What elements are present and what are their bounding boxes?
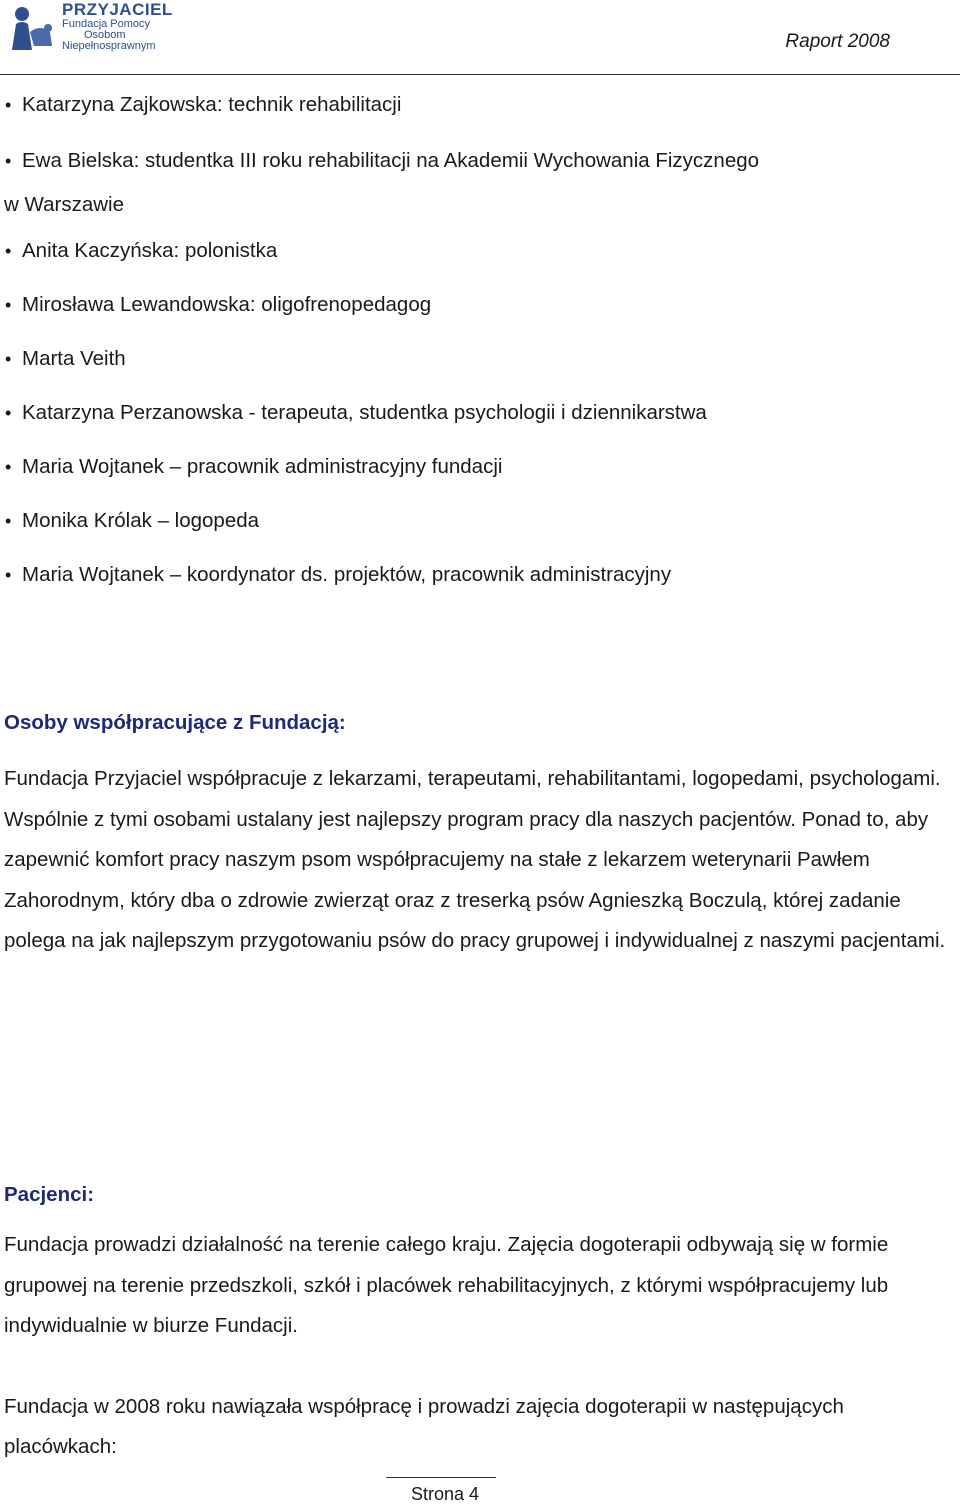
patients-paragraph: Fundacja prowadzi działalność na terenie całego kraju. Zajęcia dogoterapii odbywają się w formie grupowej na terenie przedszkoli, szkół i placówek rehabilitacyjnych, z którymi współpracujemy lub indywidualnie w biurze Fundacji. bbox=[4, 1233, 889, 1337]
list-item-text: Monika Królak – logopeda bbox=[22, 509, 260, 532]
patients-section bbox=[4, 1180, 956, 1468]
list-item-text: Katarzyna Zajkowska: technik rehabilitacji bbox=[22, 93, 402, 116]
list-item-text: Ewa Bielska: studentka III roku rehabilitacji na Akademii Wychowania Fizycznego bbox=[22, 149, 760, 172]
bullet-icon: • bbox=[5, 457, 12, 477]
bullet-icon: • bbox=[5, 241, 12, 261]
list-item-text: Maria Wojtanek – pracownik administracyjny fundacji bbox=[22, 455, 503, 478]
bullet-icon: • bbox=[5, 295, 12, 315]
list-item-text: Anita Kaczyńska: polonistka bbox=[22, 239, 278, 262]
bullet-icon: • bbox=[5, 565, 12, 585]
cooperation-section bbox=[4, 708, 956, 962]
list-item bbox=[4, 336, 954, 382]
list-item bbox=[4, 444, 954, 490]
logo-line-2: Osobom bbox=[84, 29, 126, 41]
list-item bbox=[4, 228, 954, 274]
list-item bbox=[4, 282, 954, 328]
list-item bbox=[4, 390, 954, 436]
list-item-text: Mirosława Lewandowska: oligofrenopedagog bbox=[22, 293, 432, 316]
list-item bbox=[4, 498, 954, 544]
staff-list bbox=[4, 82, 954, 598]
bullet-icon: • bbox=[5, 511, 12, 531]
logo-line-3: Niepełnosprawnym bbox=[62, 40, 156, 52]
logo-emblem-icon bbox=[4, 2, 56, 52]
list-item-text: Maria Wojtanek – koordynator ds. projektów, pracownik administracyjny bbox=[22, 563, 672, 586]
logo-line-1: Fundacja Pomocy bbox=[62, 18, 151, 30]
list-item bbox=[4, 139, 954, 227]
footer-divider bbox=[386, 1477, 496, 1478]
header-divider bbox=[0, 74, 960, 75]
foundation-logo bbox=[4, 0, 173, 52]
logo-title: PRZYJACIEL bbox=[62, 0, 173, 19]
page-header bbox=[0, 0, 960, 78]
list-item-continuation: w Warszawie bbox=[4, 193, 124, 216]
cooperation-paragraph: Fundacja Przyjaciel współpracuje z lekarzami, terapeutami, rehabilitantami, logopedami, psychologami. Wspólnie z tymi osobami ustalany jest najlepszy program pracy dla naszych pacjentów. Ponad to, aby zapewnić komfort pracy naszym psom współpracujemy na stałe z lekarzem weterynarii Pawłem Zahorodnym, który dba o zdrowie zwierząt oraz z treserką psów Agnieszką Boczulą, której zadanie polega na jak najlepszym przygotowaniu psów do pracy grupowej i indywidualnej z naszymi pacjentami. bbox=[4, 767, 946, 952]
bullet-icon: • bbox=[5, 95, 12, 115]
list-item-text: Marta Veith bbox=[22, 347, 126, 370]
bullet-icon: • bbox=[5, 349, 12, 369]
list-item-text: Katarzyna Perzanowska - terapeuta, studentka psychologii i dziennikarstwa bbox=[22, 401, 707, 424]
placowki-intro-paragraph: Fundacja w 2008 roku nawiązała współpracę i prowadzi zajęcia dogoterapii w następujących placówkach: bbox=[4, 1394, 844, 1458]
list-item bbox=[4, 552, 954, 598]
bullet-icon: • bbox=[5, 151, 12, 171]
report-label: Raport 2008 bbox=[785, 31, 890, 52]
page-number: Strona 4 bbox=[410, 1484, 480, 1504]
cooperation-heading: Osoby współpracujące z Fundacją: bbox=[4, 711, 346, 734]
patients-heading: Pacjenci: bbox=[4, 1183, 95, 1206]
bullet-icon: • bbox=[5, 403, 12, 423]
list-item bbox=[4, 82, 954, 128]
